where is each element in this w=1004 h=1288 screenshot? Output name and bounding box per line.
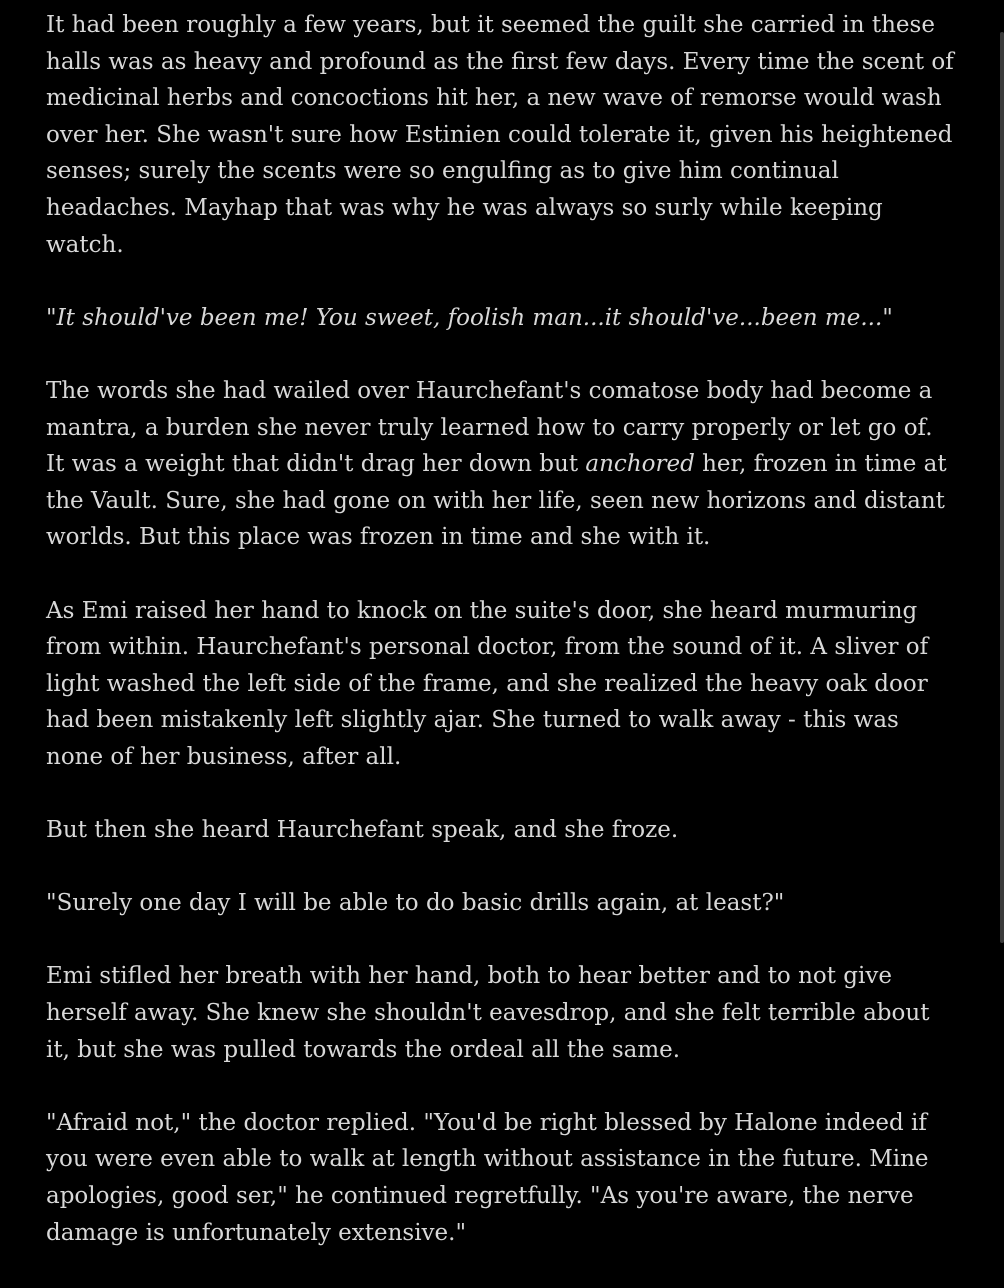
story-text-body — [46, 7, 958, 1288]
paragraph-froze: But then she heard Haurchefant speak, and she froze. — [46, 817, 679, 844]
paragraph-haurchefant-dialogue: "Surely one day I will be able to do basic drills again, at least?" — [46, 890, 785, 917]
emphasis-anchored: anchored — [585, 451, 695, 478]
paragraph-guilt: It had been roughly a few years, but it seemed the guilt she carried in these halls was as heavy and profound as the first few days. Every time the scent of medicinal herbs and concoctions hit her, a new wave of remorse would wash over her. She wasn't sure how Estinien could tolerate it, given his heightened senses; surely the scents were so engulfing as to give him continual headaches. Mayhap that was why he was always so surly while keeping watch. — [46, 12, 954, 258]
paragraph-suite-door: As Emi raised her hand to knock on the suite's door, she heard murmuring from within. Haurchefant's personal doctor, from the sound of it. A sliver of light washed the left side of the frame, and she realized the heavy oak door had been mistakenly left slightly ajar. She turned to walk away - this was none of her business, after all. — [46, 597, 929, 770]
paragraph-doctor-dialogue: "Afraid not," the doctor replied. "You'd be right blessed by Halone indeed if you were even able to walk at length without assistance in the future. Mine apologies, good ser," he continued regretfully. "As you're aware, the nerve damage is unfortunately extensive." — [46, 1109, 929, 1246]
paragraph-mantra — [46, 373, 958, 556]
paragraph-mantra-end: her, frozen in time at the Vault. Sure, she had gone on with her life, seen new horizons and distant worlds. But this place was frozen in time and she with it. — [46, 451, 947, 551]
paragraph-mantra-start: The words she had wailed over Haurchefant's comatose body had become a mantra, a burden she never truly learned how to carry properly or let go of. It was a weight that didn't drag her down but — [46, 377, 933, 478]
paragraph-eavesdrop: Emi stifled her breath with her hand, both to hear better and to not give herself away. She knew she shouldn't eavesdrop, and she felt terrible about it, but she was pulled towards the ordeal all the same. — [46, 963, 930, 1063]
paragraph-flashback-quote: "It should've been me! You sweet, foolish man...it should've...been me..." — [46, 304, 893, 331]
scrollbar[interactable] — [1000, 32, 1004, 943]
